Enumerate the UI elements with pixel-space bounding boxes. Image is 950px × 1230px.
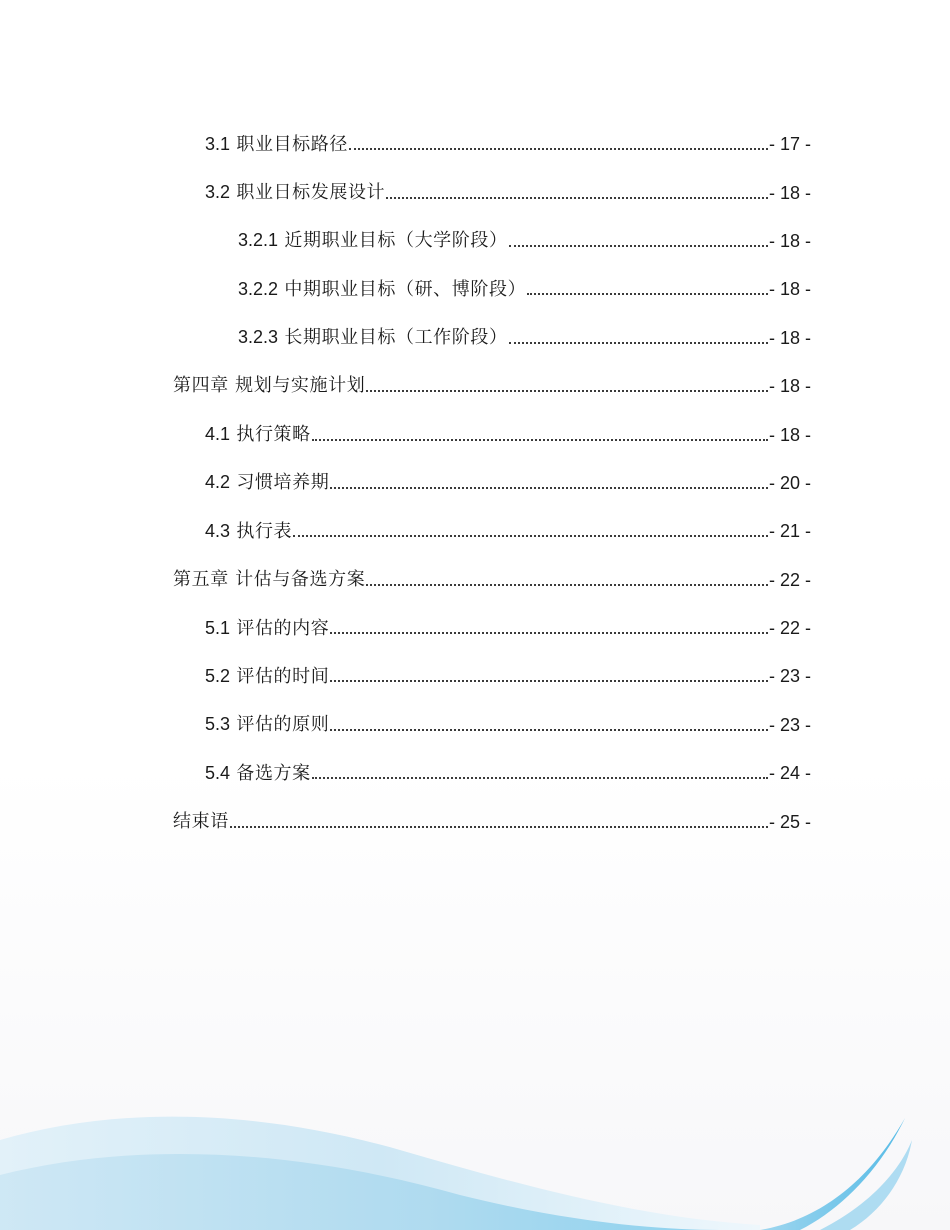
toc-page-number: - 18 - [768, 327, 811, 348]
toc-leader-dots [330, 714, 768, 736]
toc-chapter-entry[interactable] [173, 556, 811, 604]
toc-leader-dots [527, 278, 768, 300]
toc-page-number: - 21 - [768, 521, 811, 542]
toc-page-number: - 18 - [768, 376, 811, 397]
toc-entry-label: 3.2.2 中期职业目标（研、博阶段） [238, 278, 527, 300]
toc-leader-dots [330, 665, 768, 687]
toc-page-number: - 22 - [768, 618, 811, 639]
toc-entry-label: 结束语 [173, 810, 229, 832]
toc-page-number: - 25 - [768, 811, 811, 832]
toc-entry-label: 3.2 职业日标发展设计 [205, 182, 386, 204]
toc-entry-label: 3.2.3 长期职业目标（工作阶段） [238, 327, 508, 349]
toc-entry-label: 5.3 评估的原则 [205, 714, 330, 736]
toc-entry-label: 4.3 执行表 [205, 520, 293, 542]
toc-leader-dots [366, 569, 768, 591]
toc-leader-dots [509, 327, 768, 349]
toc-page-number: - 17 - [768, 134, 811, 155]
toc-entry[interactable] [173, 217, 811, 265]
toc-page-number: - 23 - [768, 714, 811, 735]
toc-entry-label: 4.1 执行策略 [205, 424, 311, 446]
toc-entry-label: 3.1 职业目标路径 [205, 133, 348, 155]
toc-entry-label: 5.2 评估的时间 [205, 665, 330, 687]
toc-leader-dots [230, 811, 768, 833]
toc-leader-dots [349, 133, 768, 155]
toc-page-number: - 18 - [768, 230, 811, 251]
toc-page-number: - 18 - [768, 182, 811, 203]
toc-entry-label: 5.1 评估的内容 [205, 617, 330, 639]
toc-page-number: - 20 - [768, 472, 811, 493]
toc-entry[interactable] [173, 265, 811, 313]
toc-page-number: - 18 - [768, 424, 811, 445]
toc-entry[interactable] [173, 168, 811, 216]
toc-leader-dots [366, 375, 768, 397]
toc-entry-label: 4.2 习惯培养期 [205, 472, 330, 494]
toc-page-number: - 18 - [768, 279, 811, 300]
toc-entry[interactable] [173, 120, 811, 168]
toc-entry-label: 3.2.1 近期职业目标（大学阶段） [238, 230, 508, 252]
toc-entry[interactable] [173, 507, 811, 555]
toc-leader-dots [312, 762, 768, 784]
toc-entry[interactable] [173, 314, 811, 362]
toc-page-number: - 22 - [768, 569, 811, 590]
wave-band-tail [820, 1140, 912, 1230]
toc-leader-dots [330, 472, 768, 494]
toc-entry-label: 第四章 规划与实施计划 [173, 375, 366, 397]
toc-leader-dots [330, 617, 768, 639]
toc-leader-dots [386, 182, 768, 204]
table-of-contents [173, 120, 811, 846]
toc-leader-dots [509, 230, 768, 252]
toc-page-number: - 24 - [768, 763, 811, 784]
wave-band-dark [760, 1118, 905, 1230]
toc-entry[interactable] [173, 459, 811, 507]
toc-entry[interactable] [173, 701, 811, 749]
toc-chapter-entry[interactable] [173, 362, 811, 410]
toc-page-number: - 23 - [768, 666, 811, 687]
toc-entry[interactable] [173, 652, 811, 700]
toc-entry[interactable] [173, 410, 811, 458]
toc-leader-dots [312, 424, 768, 446]
decorative-wave [0, 1100, 950, 1230]
toc-leader-dots [293, 520, 768, 542]
toc-entry-label: 第五章 计估与备选方案 [173, 568, 366, 590]
toc-entry[interactable] [173, 604, 811, 652]
toc-chapter-entry[interactable] [173, 797, 811, 845]
toc-entry[interactable] [173, 749, 811, 797]
toc-entry-label: 5.4 备选方案 [205, 762, 311, 784]
